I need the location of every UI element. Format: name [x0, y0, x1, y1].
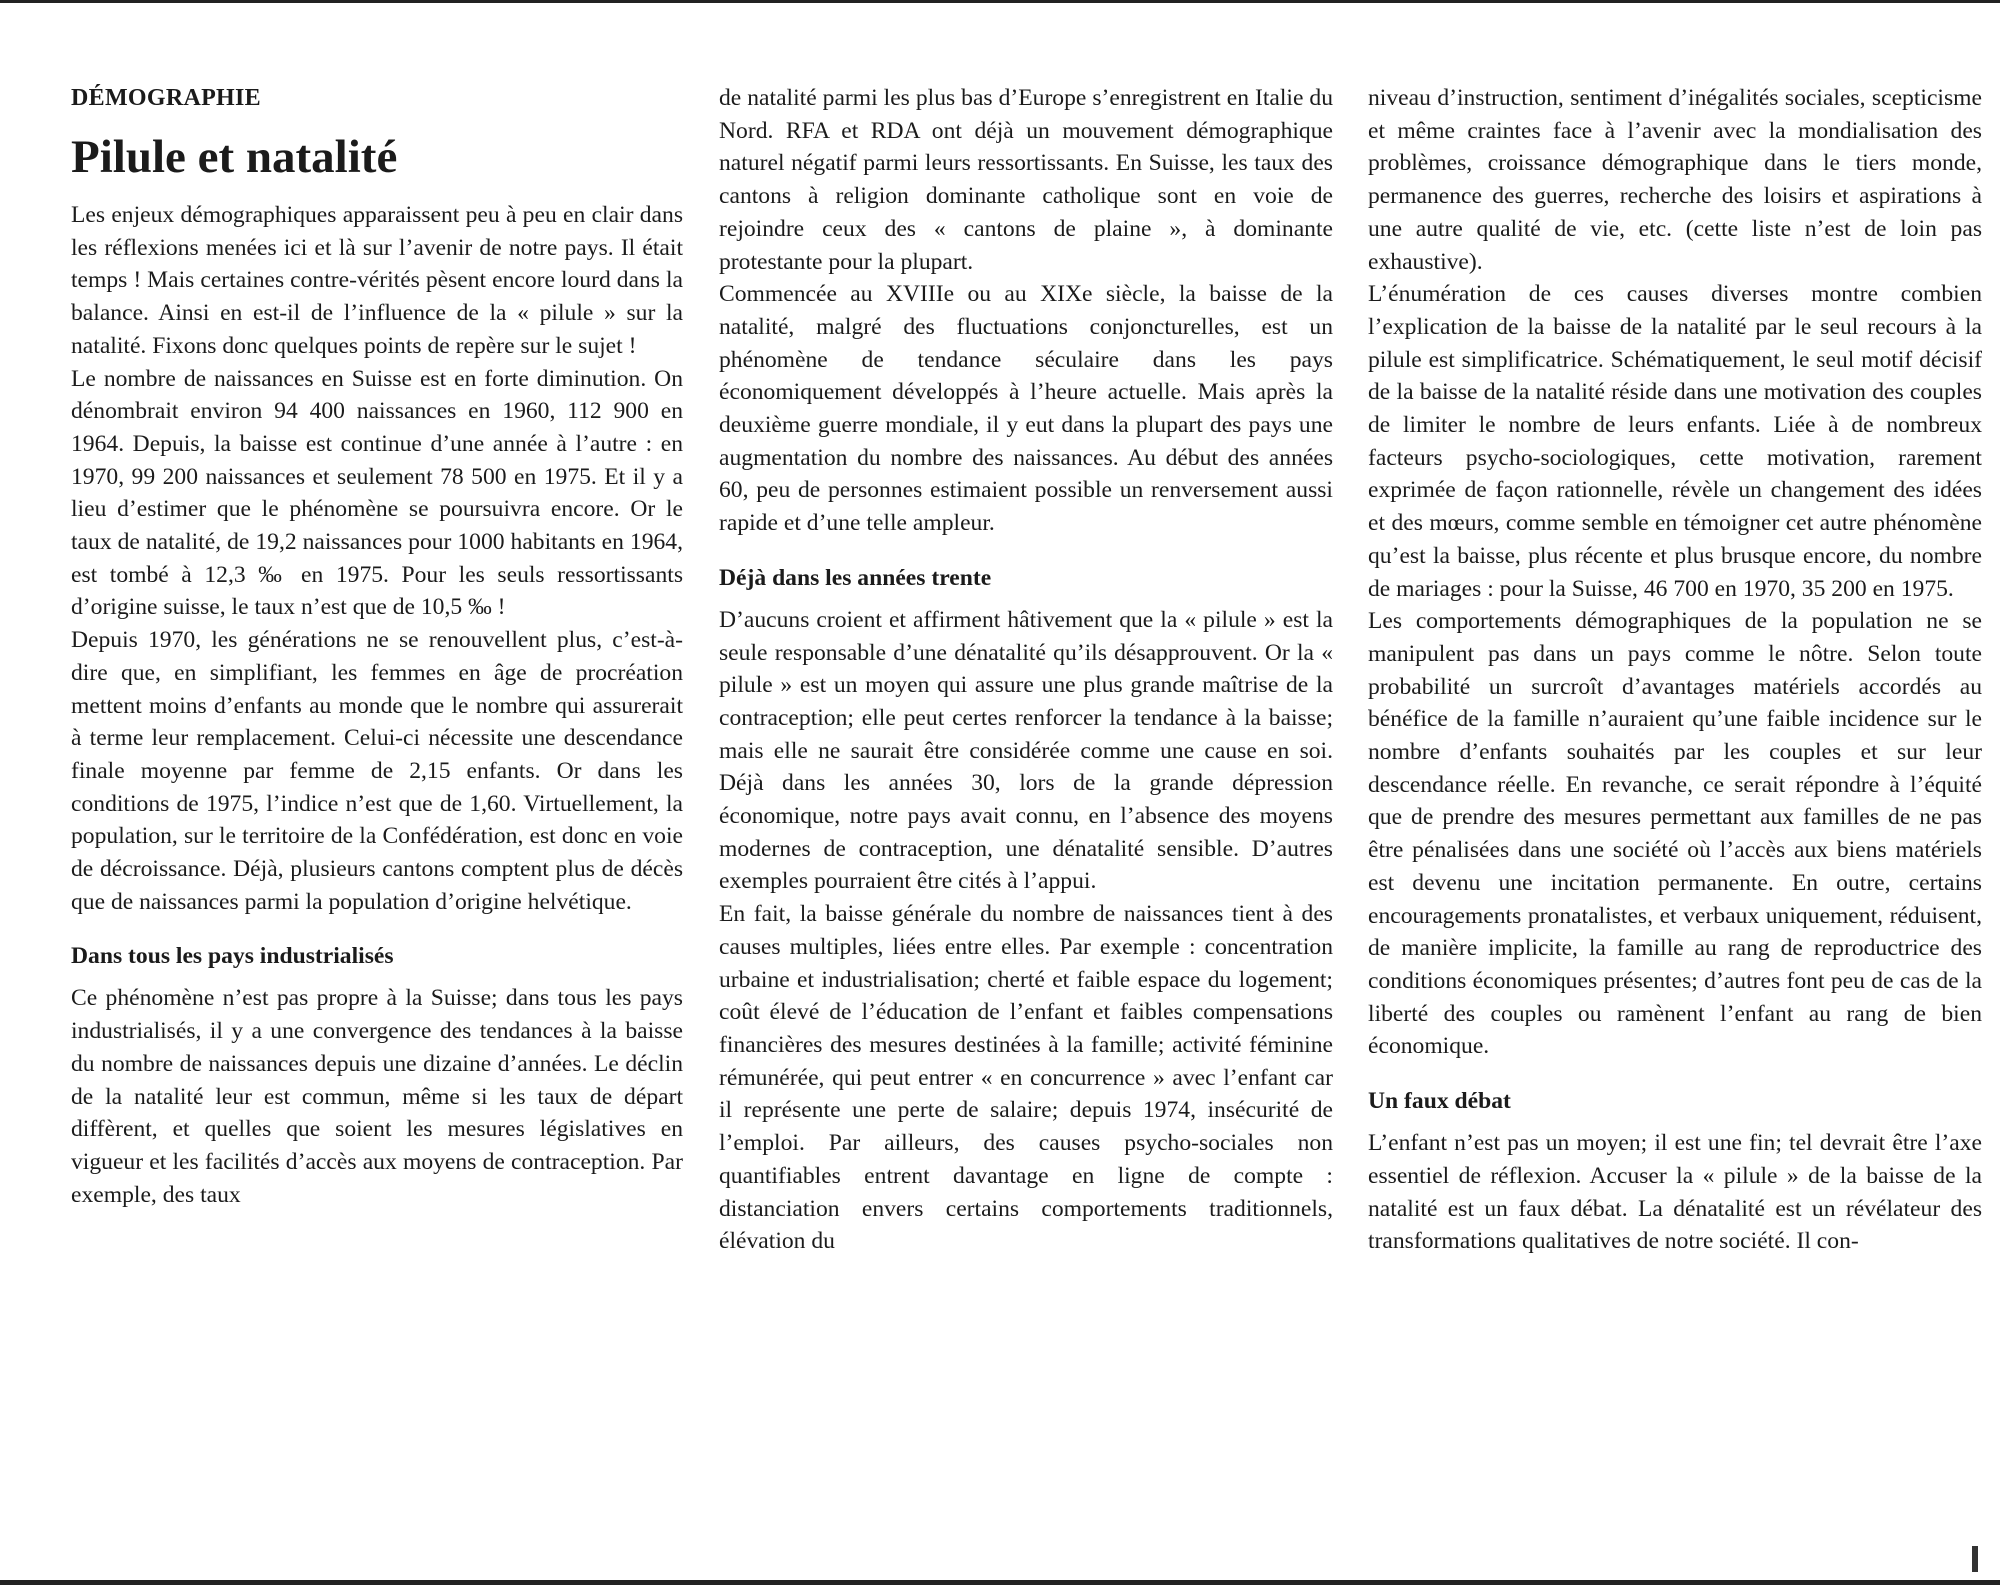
paragraph: Ce phénomène n’est pas propre à la Suisse; dans tous les pays industrialisés, il y a une convergence des tendances à la baisse du nombre de naissances depuis une dizaine d’années. Le déclin de la natalité leur est commun, même si les taux de départ diffèrent, et quelles que soient les mesures législatives en vigueur et les facilités d’accès aux moyens de contraception. Par exemple, des taux	[71, 985, 683, 1208]
subheading: Dans tous les pays industrialisés	[71, 943, 394, 970]
paragraph: Les comportements démographiques de la population ne se manipulent pas dans un pays comme le nôtre. Selon toute probabilité un surcroît d’avantages matériels accordés au bénéfice de la famille n’auraient qu’une faible incidence sur le nombre d’enfants souhaités par les couples et sur leur descendance réelle. En revanche, ce serait répondre à l’équité que de prendre des mesures permettant aux familles de ne pas être pénalisées dans une société où l’accès aux biens matériels est devenu une incitation permanente. En outre, certains encouragements pronatalistes, et verbaux uniquement, réduisent, de manière implicite, la famille au rang de reproductrice des conditions économiques présentes; d’autres font peu de cas de la liberté des couples ou ramènent l’enfant au rang de bien économique.	[1368, 608, 1982, 1060]
paragraph: Commencée au XVIIIe ou au XIXe siècle, la baisse de la natalité, malgré des fluctuations conjoncturelles, est un phénomène de tendance séculaire dans les pays économiquement développés à l’heure actuelle. Mais après la deuxième guerre mondiale, il y eut dans la plupart des pays une augmentation du nombre des naissances. Au début des années 60, peu de personnes estimaient possible un renversement aussi rapide et d’une telle ampleur.	[719, 281, 1333, 537]
subheading: Déjà dans les années trente	[719, 564, 992, 591]
paragraph: Depuis 1970, les générations ne se renouvellent plus, c’est-à-dire que, en simplifiant, les femmes en âge de procréation mettent moins d’enfants au monde que le nombre qui assurerait à terme leur remplacement. Celui-ci nécessite une descendance finale moyenne par femme de 2,15 enfants. Or dans les conditions de 1975, l’indice n’est que de 1,60. Virtuellement, la population, sur le territoire de la Confédération, est donc en voie de décroissance. Déjà, plusieurs cantons comptent plus de décès que de naissances parmi la population d’origine helvétique.	[71, 627, 683, 915]
column-1	[71, 82, 683, 1211]
paragraph: Le nombre de naissances en Suisse est en forte diminution. On dénombrait environ 94 400 naissances en 1960, 112 900 en 1964. Depuis, la baisse est continue d’une année à l’autre : en 1970, 99 200 naissances et seulement 78 500 en 1975. Et il y a lieu d’estimer que le phénomène se poursuivra encore. Or le taux de natalité, de 19,2 naissances pour 1000 habitants en 1964, est tombé à 12,3 ‰ en 1975. Pour les seuls ressortissants d’origine suisse, le taux n’est que de 10,5 ‰ !	[71, 365, 683, 621]
paragraph: de natalité parmi les plus bas d’Europe s’enregistrent en Italie du Nord. RFA et RDA ont déjà un mouvement démographique naturel négatif parmi leurs ressortissants. En Suisse, les taux des cantons à religion dominante catholique sont en voie de rejoindre ceux des « cantons de plaine », à dominante protestante pour la plupart.	[719, 85, 1333, 275]
top-rule	[0, 0, 2000, 3]
bottom-rule	[0, 1580, 2000, 1585]
page-edge-mark	[1972, 1546, 1978, 1572]
subheading: Un faux débat	[1368, 1088, 1511, 1115]
paragraph: Les enjeux démographiques apparaissent peu à peu en clair dans les réflexions menées ici et là sur l’avenir de notre pays. Il était temps ! Mais certaines contre-vérités pèsent encore lourd dans la balance. Ainsi en est-il de l’influence de la « pilule » sur la natalité. Fixons donc quelques points de repère sur le sujet !	[71, 202, 683, 359]
paragraph: niveau d’instruction, sentiment d’inégalités sociales, scepticisme et même craintes face à l’avenir avec la mondialisation des problèmes, croissance démographique dans le tiers monde, permanence des guerres, recherche des loisirs et aspirations à une autre qualité de vie, etc. (cette liste n’est de loin pas exhaustive).	[1368, 85, 1982, 275]
paragraph: D’aucuns croient et affirment hâtivement que la « pilule » est la seule responsable d’une dénatalité qu’ils désapprouvent. Or la « pilule » est un moyen qui assure une plus grande maîtrise de la contraception; elle peut certes renforcer la tendance à la baisse; mais elle ne saurait être considérée comme une cause en soi. Déjà dans les années 30, lors de la grande dépression économique, notre pays avait connu, en l’absence des moyens modernes de contraception, une dénatalité sensible. D’autres exemples pourraient être cités à l’appui.	[719, 606, 1333, 895]
paragraph: L’enfant n’est pas un moyen; il est une fin; tel devrait être l’axe essentiel de réflexion. Accuser la « pilule » de la baisse de la natalité est un faux débat. La dénatalité est un révélateur des transformations qualitatives de notre société. Il con-	[1368, 1130, 1982, 1255]
section-label: DÉMOGRAPHIE	[71, 85, 261, 111]
paragraph: En fait, la baisse générale du nombre de naissances tient à des causes multiples, liées entre elles. Par exemple : concentration urbaine et industrialisation; cherté et faible espace du logement; coût élevé de l’éducation de l’enfant et faibles compensations financières des mesures destinées à la famille; activité féminine rémunérée, qui peut entrer « en concurrence » avec l’enfant car il représente une perte de salaire; depuis 1974, insécurité de l’emploi. Par ailleurs, des causes psycho-sociales non quantifiables entrent davantage en ligne de compte : distanciation envers certains comportements traditionnels, élévation du	[719, 901, 1333, 1255]
paragraph: L’énumération de ces causes diverses montre combien l’explication de la baisse de la natalité par le seul recours à la pilule est simplificatrice. Schématiquement, le seul motif décisif de la baisse de la natalité réside dans une motivation des couples de limiter le nombre de leurs enfants. Liée à de nombreux facteurs psycho-sociologiques, cette motivation, rarement exprimée de façon rationnelle, révèle un changement des idées et des mœurs, comme semble en témoigner cet autre phénomène qu’est la baisse, plus récente et plus brusque encore, du nombre de mariages : pour la Suisse, 46 700 en 1970, 35 200 en 1975.	[1368, 281, 1982, 602]
article-title: Pilule et natalité	[71, 131, 398, 183]
column-3	[1368, 82, 1982, 1258]
column-2	[719, 82, 1333, 1258]
